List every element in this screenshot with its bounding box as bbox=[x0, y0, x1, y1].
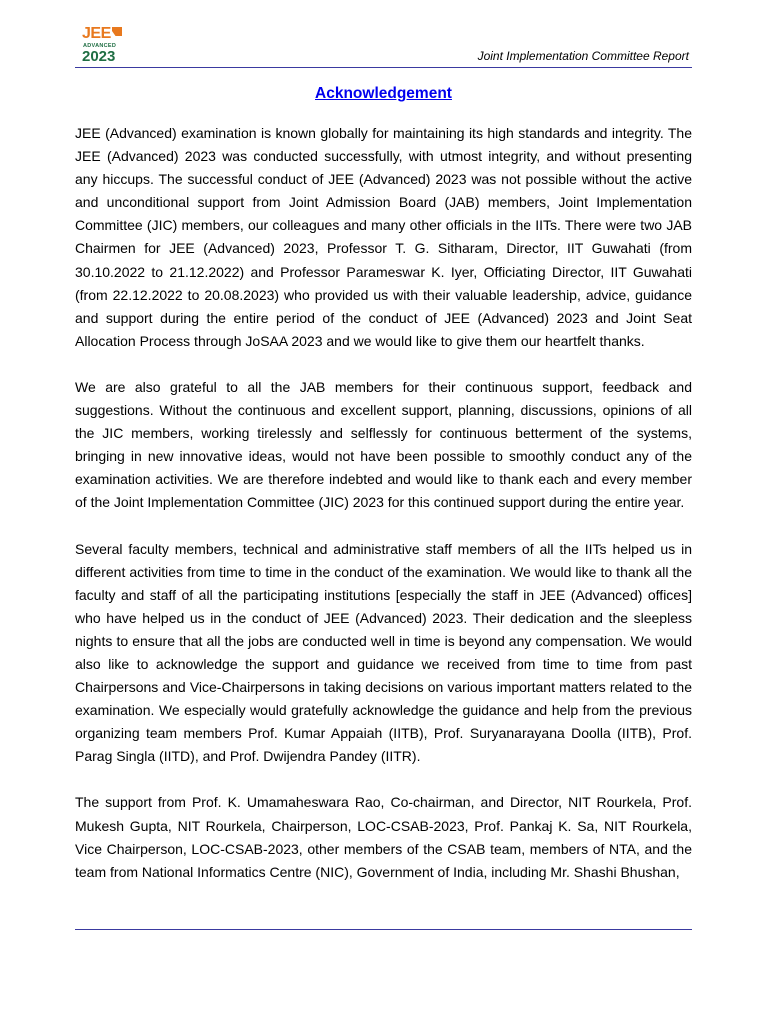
header-divider bbox=[75, 67, 692, 68]
logo-year-text: 2023 bbox=[82, 48, 116, 65]
jee-advanced-logo bbox=[82, 26, 124, 64]
paragraph-2: We are also grateful to all the JAB members for their continuous support, feedback and suggestions. Without the continuous and excellent support, planning, discussions, opinions of all the JIC members, working tirelessly and selflessly for continuous betterment of the systems, bringing in new innovative ideas, would not have been possible to smoothly conduct any of the examination activities. We are therefore indebted and would like to thank each and every member of the Joint Implementation Committee (JIC) 2023 for this continued support during the entire year. bbox=[75, 378, 692, 511]
footer-divider bbox=[75, 929, 692, 930]
paragraph-4: The support from Prof. K. Umamaheswara Rao, Co-chairman, and Director, NIT Rourkela, Prof. Mukesh Gupta, NIT Rourkela, Chairperson, LOC-CSAB-2023, Prof. Pankaj K. Sa, NIT Rourkela, Vice Chairperson, LOC-CSAB-2023, other members of the CSAB team, members of NTA, and the team from National Informatics Centre (NIC), Government of India, including Mr. Shashi Bhushan, bbox=[75, 794, 692, 880]
logo-mark-icon bbox=[112, 27, 122, 36]
page-heading: Acknowledgement bbox=[315, 85, 452, 102]
paragraph-3: Several faculty members, technical and administrative staff members of all the IITs helped us in different activities from time to time in the conduct of the examination. We would like to thank all the faculty and staff of all the participating institutions [especially the staff in JEE (Advanced) offices] who have helped us in the conduct of JEE (Advanced) 2023. Their dedication and the sleepless nights to ensure that all the jobs are conducted well in time is beyond any compensation. We would also like to acknowledge the support and guidance we received from time to time from past Chairpersons and Vice-Chairpersons in taking decisions on various important matters related to the examination. We especially would gratefully acknowledge the guidance and help from the previous organizing team members Prof. Kumar Appaiah (IITB), Prof. Suryanarayana Doolla (IITB), Prof. Parag Singla (IITD), and Prof. Dwijendra Pandey (IITR). bbox=[75, 540, 692, 765]
logo-advanced-text: ADVANCED bbox=[83, 43, 117, 49]
logo-jee-text: JEE bbox=[82, 25, 111, 42]
document-body bbox=[75, 122, 692, 907]
report-title: Joint Implementation Committee Report bbox=[477, 49, 689, 63]
paragraph-1: JEE (Advanced) examination is known globally for maintaining its high standards and integrity. The JEE (Advanced) 2023 was conducted successfully, with utmost integrity, and without presenting any hiccups. The successful conduct of JEE (Advanced) 2023 was not possible without the active and unconditional support from Joint Admission Board (JAB) members, Joint Implementation Committee (JIC) members, our colleagues and many other officials in the IITs. There were two JAB Chairmen for JEE (Advanced) 2023, Professor T. G. Sitharam, Director, IIT Guwahati (from 30.10.2022 to 21.12.2022) and Professor Parameswar K. Iyer, Officiating Director, IIT Guwahati (from 22.12.2022 to 20.08.2023) who provided us with their valuable leadership, advice, guidance and support during the entire period of the conduct of JEE (Advanced) 2023 and Joint Seat Allocation Process through JoSAA 2023 and we would like to give them our heartfelt thanks. bbox=[75, 125, 692, 349]
